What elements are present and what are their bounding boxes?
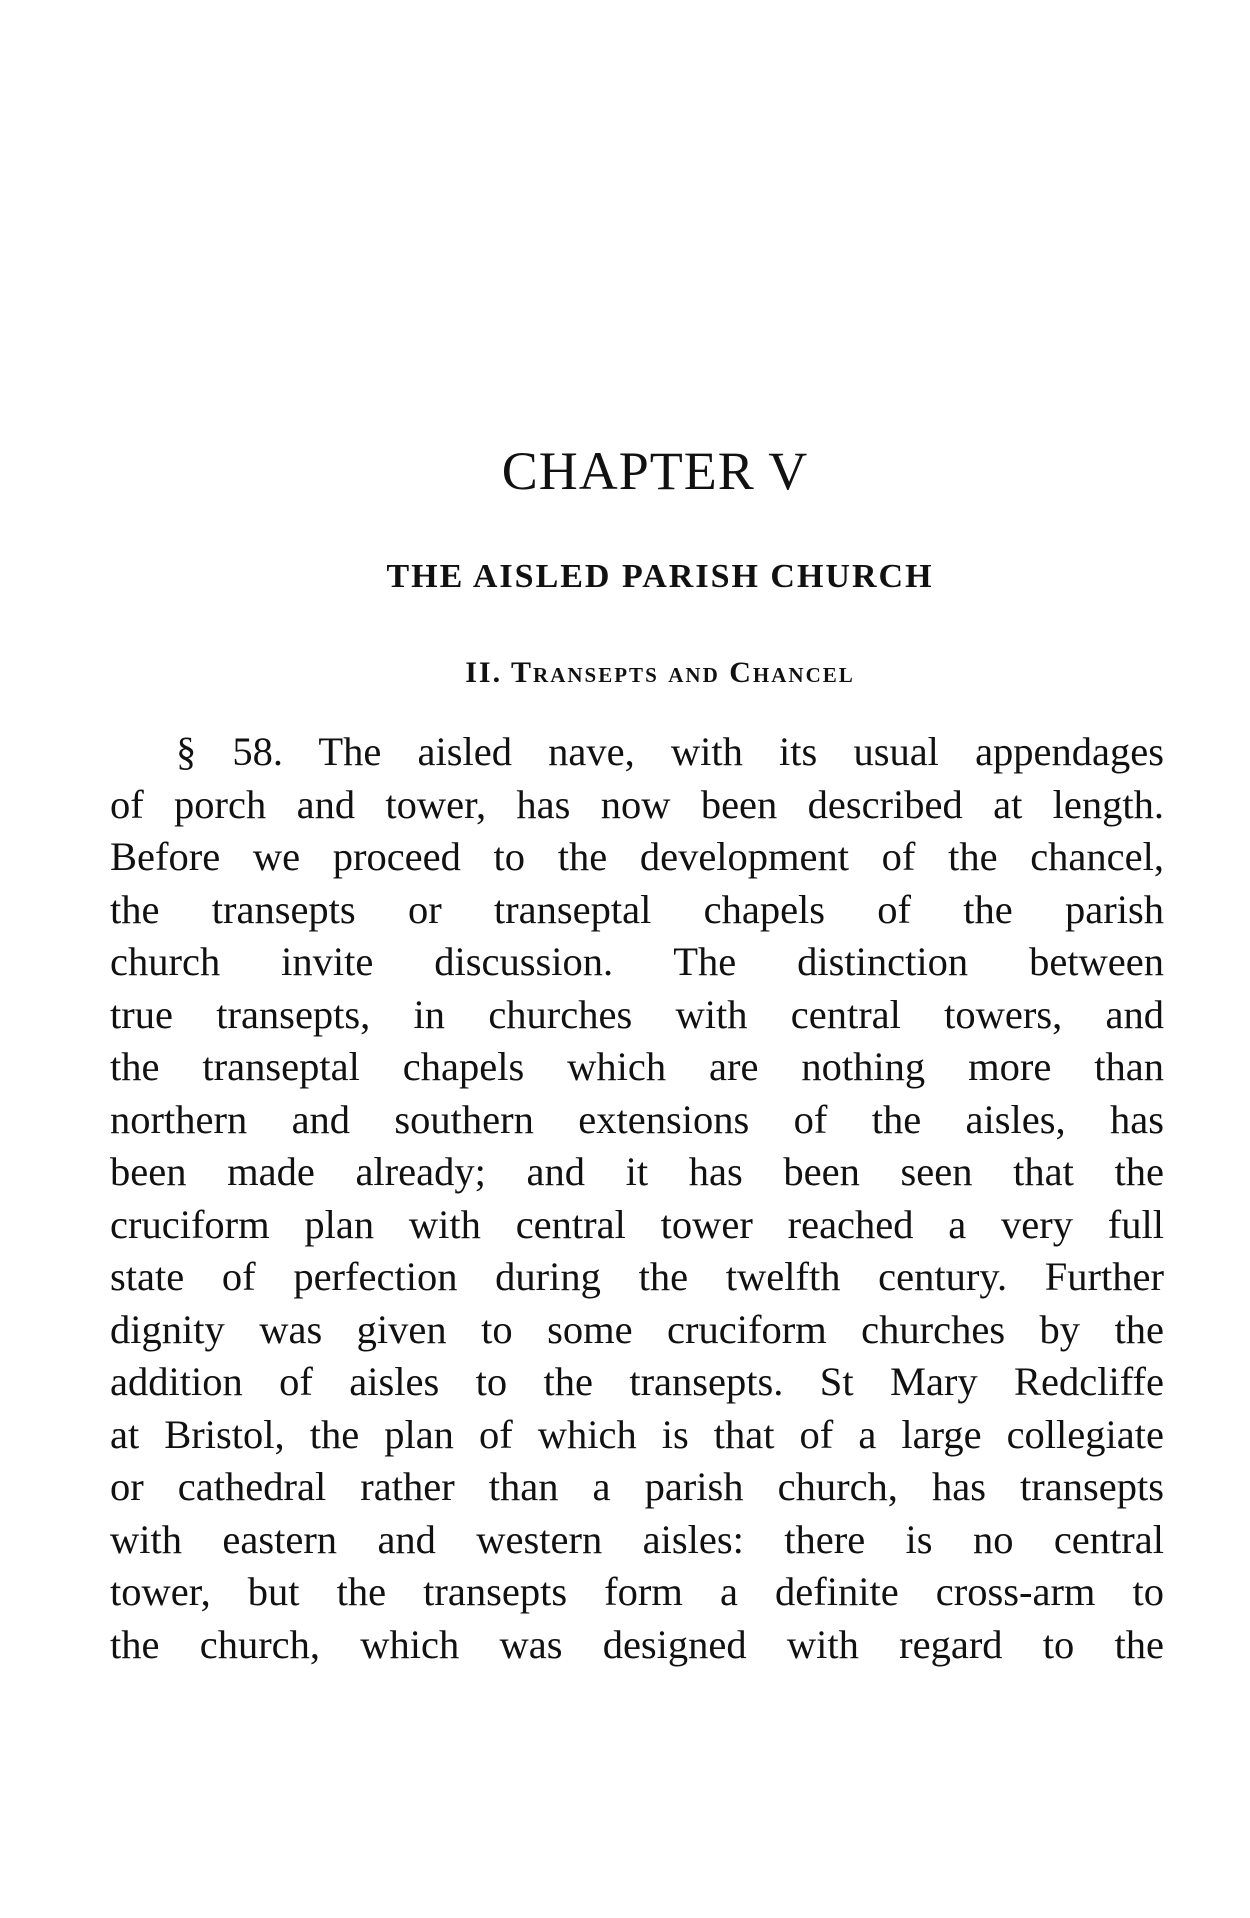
body-line: cruciform plan with central tower reached a very full	[110, 1201, 1164, 1247]
subsection-title: II. Transepts and Chancel	[465, 656, 855, 689]
body-line: the transeptal chapels which are nothing more than	[110, 1044, 1164, 1089]
body-line: the church, which was designed with regard to the	[110, 1621, 1164, 1667]
body-line: true transepts, in churches with central towers, and	[110, 991, 1164, 1037]
body-line: been made already; and it has been seen that the	[110, 1149, 1164, 1194]
body-line: tower, but the transepts form a definite cross-arm to	[110, 1569, 1164, 1614]
section-title: THE AISLED PARISH CHURCH	[386, 558, 934, 595]
body-line: of porch and tower, has now been described at length.	[110, 781, 1164, 827]
body-line: at Bristol, the plan of which is that of a large collegiate	[110, 1411, 1164, 1457]
body-line: § 58. The aisled nave, with its usual appendages	[176, 729, 1164, 774]
body-line: or cathedral rather than a parish church, has transepts	[110, 1464, 1164, 1509]
body-line: northern and southern extensions of the aisles, has	[110, 1096, 1164, 1142]
body-line: state of perfection during the twelfth century. Further	[110, 1254, 1164, 1299]
body-line: addition of aisles to the transepts. St Mary Redcliffe	[110, 1359, 1164, 1404]
body-line: Before we proceed to the development of the chancel,	[110, 834, 1164, 879]
body-line: with eastern and western aisles: there is no central	[110, 1516, 1164, 1562]
body-line: dignity was given to some cruciform churches by the	[110, 1306, 1164, 1352]
chapter-title: CHAPTER V	[501, 441, 809, 501]
body-line: the transepts or transeptal chapels of the parish	[110, 886, 1164, 932]
body-line: church invite discussion. The distinction between	[110, 939, 1164, 984]
body-paragraph	[110, 726, 1164, 1671]
